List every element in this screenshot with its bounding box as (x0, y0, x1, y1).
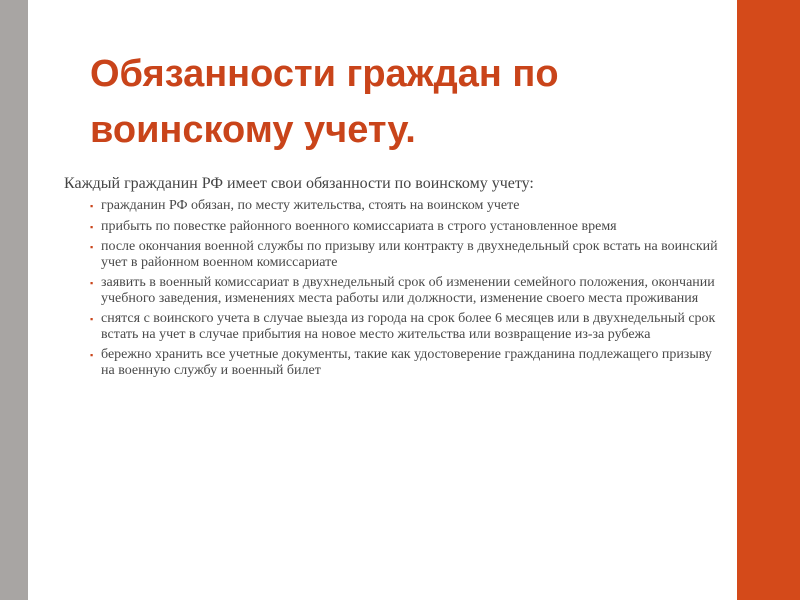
list-item (64, 275, 724, 306)
list-item-text: снятся с воинского учета в случае выезда из города на срок более 6 месяцев или в двухнедельный срок встать на учет в случае прибытия на новое место жительства или возвращение из-за рубежа (101, 311, 716, 342)
left-decorative-bar (0, 0, 28, 600)
bullet-marker-icon: ▪ (90, 201, 94, 211)
slide-content (64, 174, 724, 383)
bullet-marker-icon: ▪ (90, 221, 94, 232)
list-item-text: бережно хранить все учетные документы, такие как удостоверение гражданина подлежащего призыву на военную службу и военный билет (101, 347, 712, 378)
slide-title (90, 46, 690, 158)
list-item-text: заявить в военный комиссариат в двухнедельный срок об изменении семейного положения, окончании учебного заведения, изменениях места работы или должности, изменение своего места проживания (101, 275, 715, 306)
list-item (64, 239, 724, 270)
right-accent-bar (737, 0, 800, 600)
bullet-marker-icon: ▪ (90, 242, 94, 252)
bullet-marker-icon: ▪ (90, 350, 94, 360)
list-item-text: после окончания военной службы по призыву или контракту в двухнедельный срок встать на воинский учет в районном военном комиссариате (101, 239, 718, 270)
list-item (64, 198, 724, 214)
bullet-marker-icon: ▪ (90, 314, 94, 324)
duties-list (64, 198, 724, 378)
slide-title-line-2: воинскому учету. (90, 109, 416, 151)
intro-text: Каждый гражданин РФ имеет свои обязанности по воинскому учету: (64, 175, 534, 192)
list-item (64, 219, 724, 235)
slide-title-line-1: Обязанности граждан по (90, 53, 559, 95)
list-item (64, 311, 724, 342)
list-item-text: гражданин РФ обязан, по месту жительства, стоять на воинском учете (101, 198, 520, 213)
list-item (64, 347, 724, 378)
list-item-text: прибыть по повестке районного военного комиссариата в строго установленное время (101, 218, 617, 234)
bullet-marker-icon: ▪ (90, 278, 94, 288)
